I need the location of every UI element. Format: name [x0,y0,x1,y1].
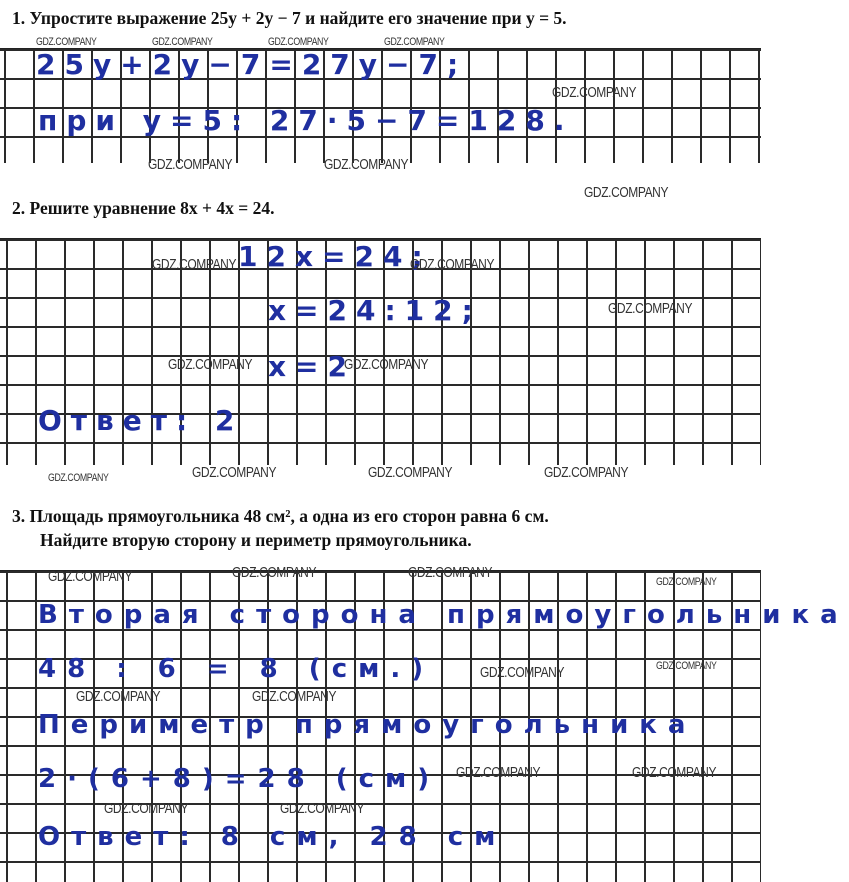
watermark: GDZ.COMPANY [552,84,637,101]
watermark: GDZ.COMPANY [384,36,445,48]
task-1-line-2: при y=5: 27·5−7=128. [38,104,574,137]
task-2-title: 2. Решите уравнение 8x + 4x = 24. [12,198,275,218]
watermark: GDZ.COMPANY [36,36,97,48]
watermark: GDZ.COMPANY [544,464,629,481]
watermark: GDZ.COMPANY [148,156,233,173]
task-2-line-2: x=24:12; [268,294,482,327]
watermark: GDZ.COMPANY [456,764,541,781]
watermark: GDZ.COMPANY [324,156,409,173]
watermark: GDZ.COMPANY [480,664,565,681]
task-3-line-2: 48 : 6 = 8 (см.) [38,654,435,684]
task-1-line-1: 25y+2y−7=27y−7; [36,48,468,81]
watermark: GDZ.COMPANY [104,800,189,817]
watermark: GDZ.COMPANY [410,256,495,273]
task-3-title-line-2: Найдите вторую сторону и периметр прямоугольника. [40,530,472,550]
task-3-answer: Ответ: 8 см, 28 см [38,822,507,852]
watermark: GDZ.COMPANY [408,564,493,581]
task-1-title: 1. Упростите выражение 25y + 2y − 7 и найдите его значение при y = 5. [12,8,567,28]
watermark: GDZ.COMPANY [152,256,237,273]
task-3-title-line-1: 3. Площадь прямоугольника 48 см², а одна из его сторон равна 6 см. [12,506,549,526]
watermark: GDZ.COMPANY [168,356,253,373]
watermark: GDZ.COMPANY [656,576,717,588]
task-2-line-1: 12x=24; [238,240,432,273]
task-2-answer: Ответ: 2 [38,404,244,437]
watermark: GDZ.COMPANY [608,300,693,317]
watermark: GDZ.COMPANY [368,464,453,481]
watermark: GDZ.COMPANY [280,800,365,817]
task-3-line-4: 2·(6+8)=28 (см) [38,764,441,794]
watermark: GDZ.COMPANY [48,568,133,585]
watermark: GDZ.COMPANY [152,36,213,48]
watermark: GDZ.COMPANY [656,660,717,672]
watermark: GDZ.COMPANY [232,564,317,581]
task-3-line-3: Периметр прямоугольника [38,710,697,740]
watermark: GDZ.COMPANY [192,464,277,481]
watermark: GDZ.COMPANY [252,688,337,705]
watermark: GDZ.COMPANY [344,356,429,373]
task-2-line-3: x=2 [268,350,357,383]
watermark: GDZ.COMPANY [48,472,109,484]
watermark: GDZ.COMPANY [584,184,669,201]
watermark: GDZ.COMPANY [632,764,717,781]
watermark: GDZ.COMPANY [268,36,329,48]
watermark: GDZ.COMPANY [76,688,161,705]
task-3-line-1: Вторая сторона прямоугольника [38,600,849,630]
